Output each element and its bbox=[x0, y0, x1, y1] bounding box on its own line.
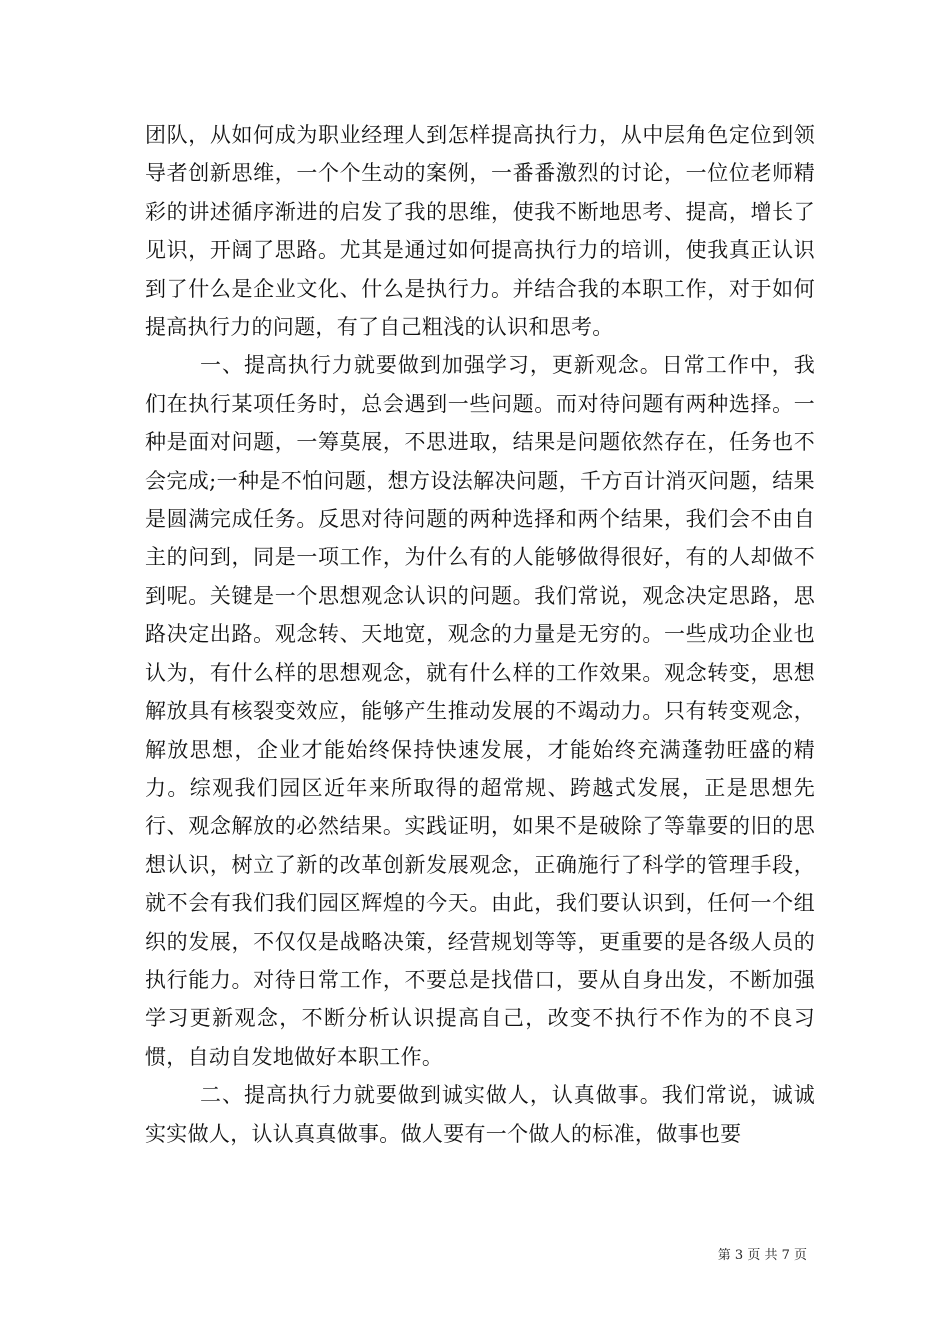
document-body bbox=[145, 116, 815, 1153]
page-number-footer: 第 3 页 共 7 页 bbox=[717, 1248, 807, 1263]
paragraph-2: 一、提高执行力就要做到加强学习，更新观念。日常工作中，我们在执行某项任务时，总会遇到一些问题。而对待问题有两种选择。一种是面对问题，一筹莫展，不思进取，结果是问题依然存在，任务也不会完成;一种是不怕问题，想方设法解决问题，千方百计消灭问题，结果是圆满完成任务。反思对待问题的两种选择和两个结果，我们会不由自主的问到，同是一项工作，为什么有的人能够做得很好，有的人却做不到呢。关键是一个思想观念认识的问题。我们常说，观念决定思路，思路决定出路。观念转、天地宽，观念的力量是无穷的。一些成功企业也认为，有什么样的思想观念，就有什么样的工作效果。观念转变，思想解放具有核裂变效应，能够产生推动发展的不竭动力。只有转变观念，解放思想，企业才能始终保持快速发展，才能始终充满蓬勃旺盛的精力。综观我们园区近年来所取得的超常规、跨越式发展，正是思想先行、观念解放的必然结果。实践证明，如果不是破除了等靠要的旧的思想认识，树立了新的改革创新发展观念，正确施行了科学的管理手段，就不会有我们我们园区辉煌的今天。由此，我们要认识到，任何一个组织的发展，不仅仅是战略决策，经营规划等等，更重要的是各级人员的执行能力。对待日常工作，不要总是找借口，要从自身出发，不断加强学习更新观念，不断分析认识提高自己，改变不执行不作为的不良习惯，自动自发地做好本职工作。 bbox=[145, 353, 815, 1069]
paragraph-3: 二、提高执行力就要做到诚实做人，认真做事。我们常说，诚诚实实做人，认认真真做事。做人要有一个做人的标准，做事也要 bbox=[145, 1083, 815, 1146]
paragraph-1: 团队，从如何成为职业经理人到怎样提高执行力，从中层角色定位到领导者创新思维，一个个生动的案例，一番番激烈的讨论，一位位老师精彩的讲述循序渐进的启发了我的思维，使我不断地思考、提高，增长了见识，开阔了思路。尤其是通过如何提高执行力的培训，使我真正认识到了什么是企业文化、什么是执行力。并结合我的本职工作，对于如何提高执行力的问题，有了自己粗浅的认识和思考。 bbox=[145, 123, 815, 340]
